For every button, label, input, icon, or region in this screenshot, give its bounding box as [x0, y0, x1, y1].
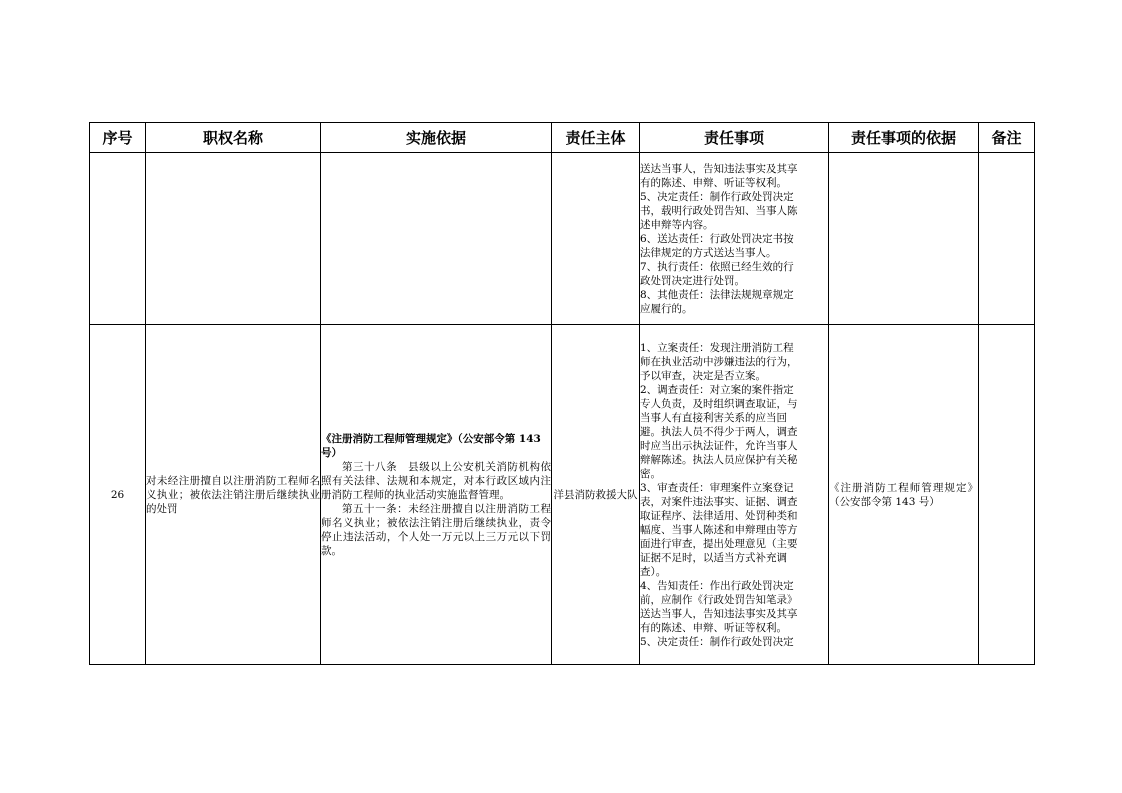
- header-row: [90, 123, 1035, 153]
- item-line: 送达当事人，告知违法事实及其享: [640, 162, 798, 175]
- item-line: 7、执行责任：依照已经生效的行: [640, 260, 794, 273]
- header-subject: 责任主体: [552, 123, 640, 153]
- cell-subject: 洋县消防救援大队: [552, 325, 640, 665]
- cell-seq: 26: [90, 325, 146, 665]
- item-line: 师在执业活动中涉嫌违法的行为，: [640, 355, 798, 368]
- item-line: 前，应制作《行政处罚告知笔录》: [640, 593, 798, 606]
- item-line: 有的陈述、申辩、听证等权利。: [640, 621, 787, 634]
- header-name: 职权名称: [146, 123, 321, 153]
- basis-article-51: 第五十一条：未经注册擅自以注册消防工程师名义执业；被依法注销注册后继续执业，责令停止违法活动，个人处一万元以上三万元以下罚款。: [321, 502, 551, 557]
- cell-basis: [321, 325, 552, 665]
- item-line: 避。执法人员不得少于两人，调查: [640, 425, 798, 438]
- item-line: 应履行的。: [640, 302, 693, 315]
- items-basis-text: 《注册消防工程师管理规定》（公安部令第 143 号）: [829, 481, 978, 508]
- item-line: 5、决定责任：制作行政处罚决定: [640, 190, 794, 203]
- item-line: 有的陈述、申辩、听证等权利。: [640, 176, 787, 189]
- cell-items-continued: [640, 153, 829, 325]
- item-line: 当事人有直接利害关系的应当回: [640, 411, 787, 424]
- header-seq: 序号: [90, 123, 146, 153]
- item-line: 政处罚决定进行处罚。: [640, 274, 745, 287]
- item-line: 予以审查，决定是否立案。: [640, 369, 766, 382]
- cell-items-basis-empty: [829, 153, 979, 325]
- item-line: 述申辩等内容。: [640, 218, 714, 231]
- header-items: 责任事项: [640, 123, 829, 153]
- cell-note: [979, 325, 1035, 665]
- cell-seq-empty: [90, 153, 146, 325]
- duty-table: [89, 122, 1035, 665]
- item-line: 4、告知责任：作出行政处罚决定: [640, 579, 794, 592]
- item-line: 送达当事人，告知违法事实及其享: [640, 607, 798, 620]
- header-basis: 实施依据: [321, 123, 552, 153]
- cell-name-empty: [146, 153, 321, 325]
- item-line: 表，对案件违法事实、证据、调查: [640, 495, 798, 508]
- item-line: 时应当出示执法证件，允许当事人: [640, 439, 798, 452]
- basis-title: 《注册消防工程师管理规定》（公安部令第 143 号）: [321, 432, 541, 459]
- item-line: 取证程序、法律适用、处罚种类和: [640, 509, 798, 522]
- item-line: 密。: [640, 467, 661, 480]
- cell-name: [146, 325, 321, 665]
- item-line: 2、调查责任：对立案的案件指定: [640, 383, 794, 396]
- power-name: 对未经注册擅自以注册消防工程师名义执业；被依法注销注册后继续执业的处罚: [146, 474, 320, 515]
- item-line: 8、其他责任：法律法规规章规定: [640, 288, 794, 301]
- table-row-continued: [90, 153, 1035, 325]
- header-items-basis: 责任事项的依据: [829, 123, 979, 153]
- cell-basis-empty: [321, 153, 552, 325]
- item-line: 5、决定责任：制作行政处罚决定: [640, 635, 794, 648]
- cell-note-empty: [979, 153, 1035, 325]
- item-line: 面进行审查，提出处理意见（主要: [640, 537, 798, 550]
- cell-items-basis: [829, 325, 979, 665]
- table-row-26: [90, 325, 1035, 665]
- cell-items: [640, 325, 829, 665]
- item-line: 专人负责，及时组织调查取证，与: [640, 397, 798, 410]
- item-line: 法律规定的方式送达当事人。: [640, 246, 777, 259]
- header-note: 备注: [979, 123, 1035, 153]
- item-line: 1、立案责任：发现注册消防工程: [640, 341, 794, 354]
- item-line: 证据不足时，以适当方式补充调: [640, 551, 787, 564]
- basis-article-38: 第三十八条 县级以上公安机关消防机构依照有关法律、法规和本规定，对本行政区域内注册消防工程师的执业活动实施监督管理。: [321, 460, 551, 501]
- item-line: 幅度、当事人陈述和申辩理由等方: [640, 523, 798, 536]
- item-line: 书，载明行政处罚告知、当事人陈: [640, 204, 798, 217]
- item-line: 6、送达责任：行政处罚决定书按: [640, 232, 794, 245]
- item-line: 查）。: [640, 565, 667, 578]
- cell-subject-empty: [552, 153, 640, 325]
- item-line: 3、审查责任：审理案件立案登记: [640, 481, 794, 494]
- item-line: 辩解陈述。执法人员应保护有关秘: [640, 453, 798, 466]
